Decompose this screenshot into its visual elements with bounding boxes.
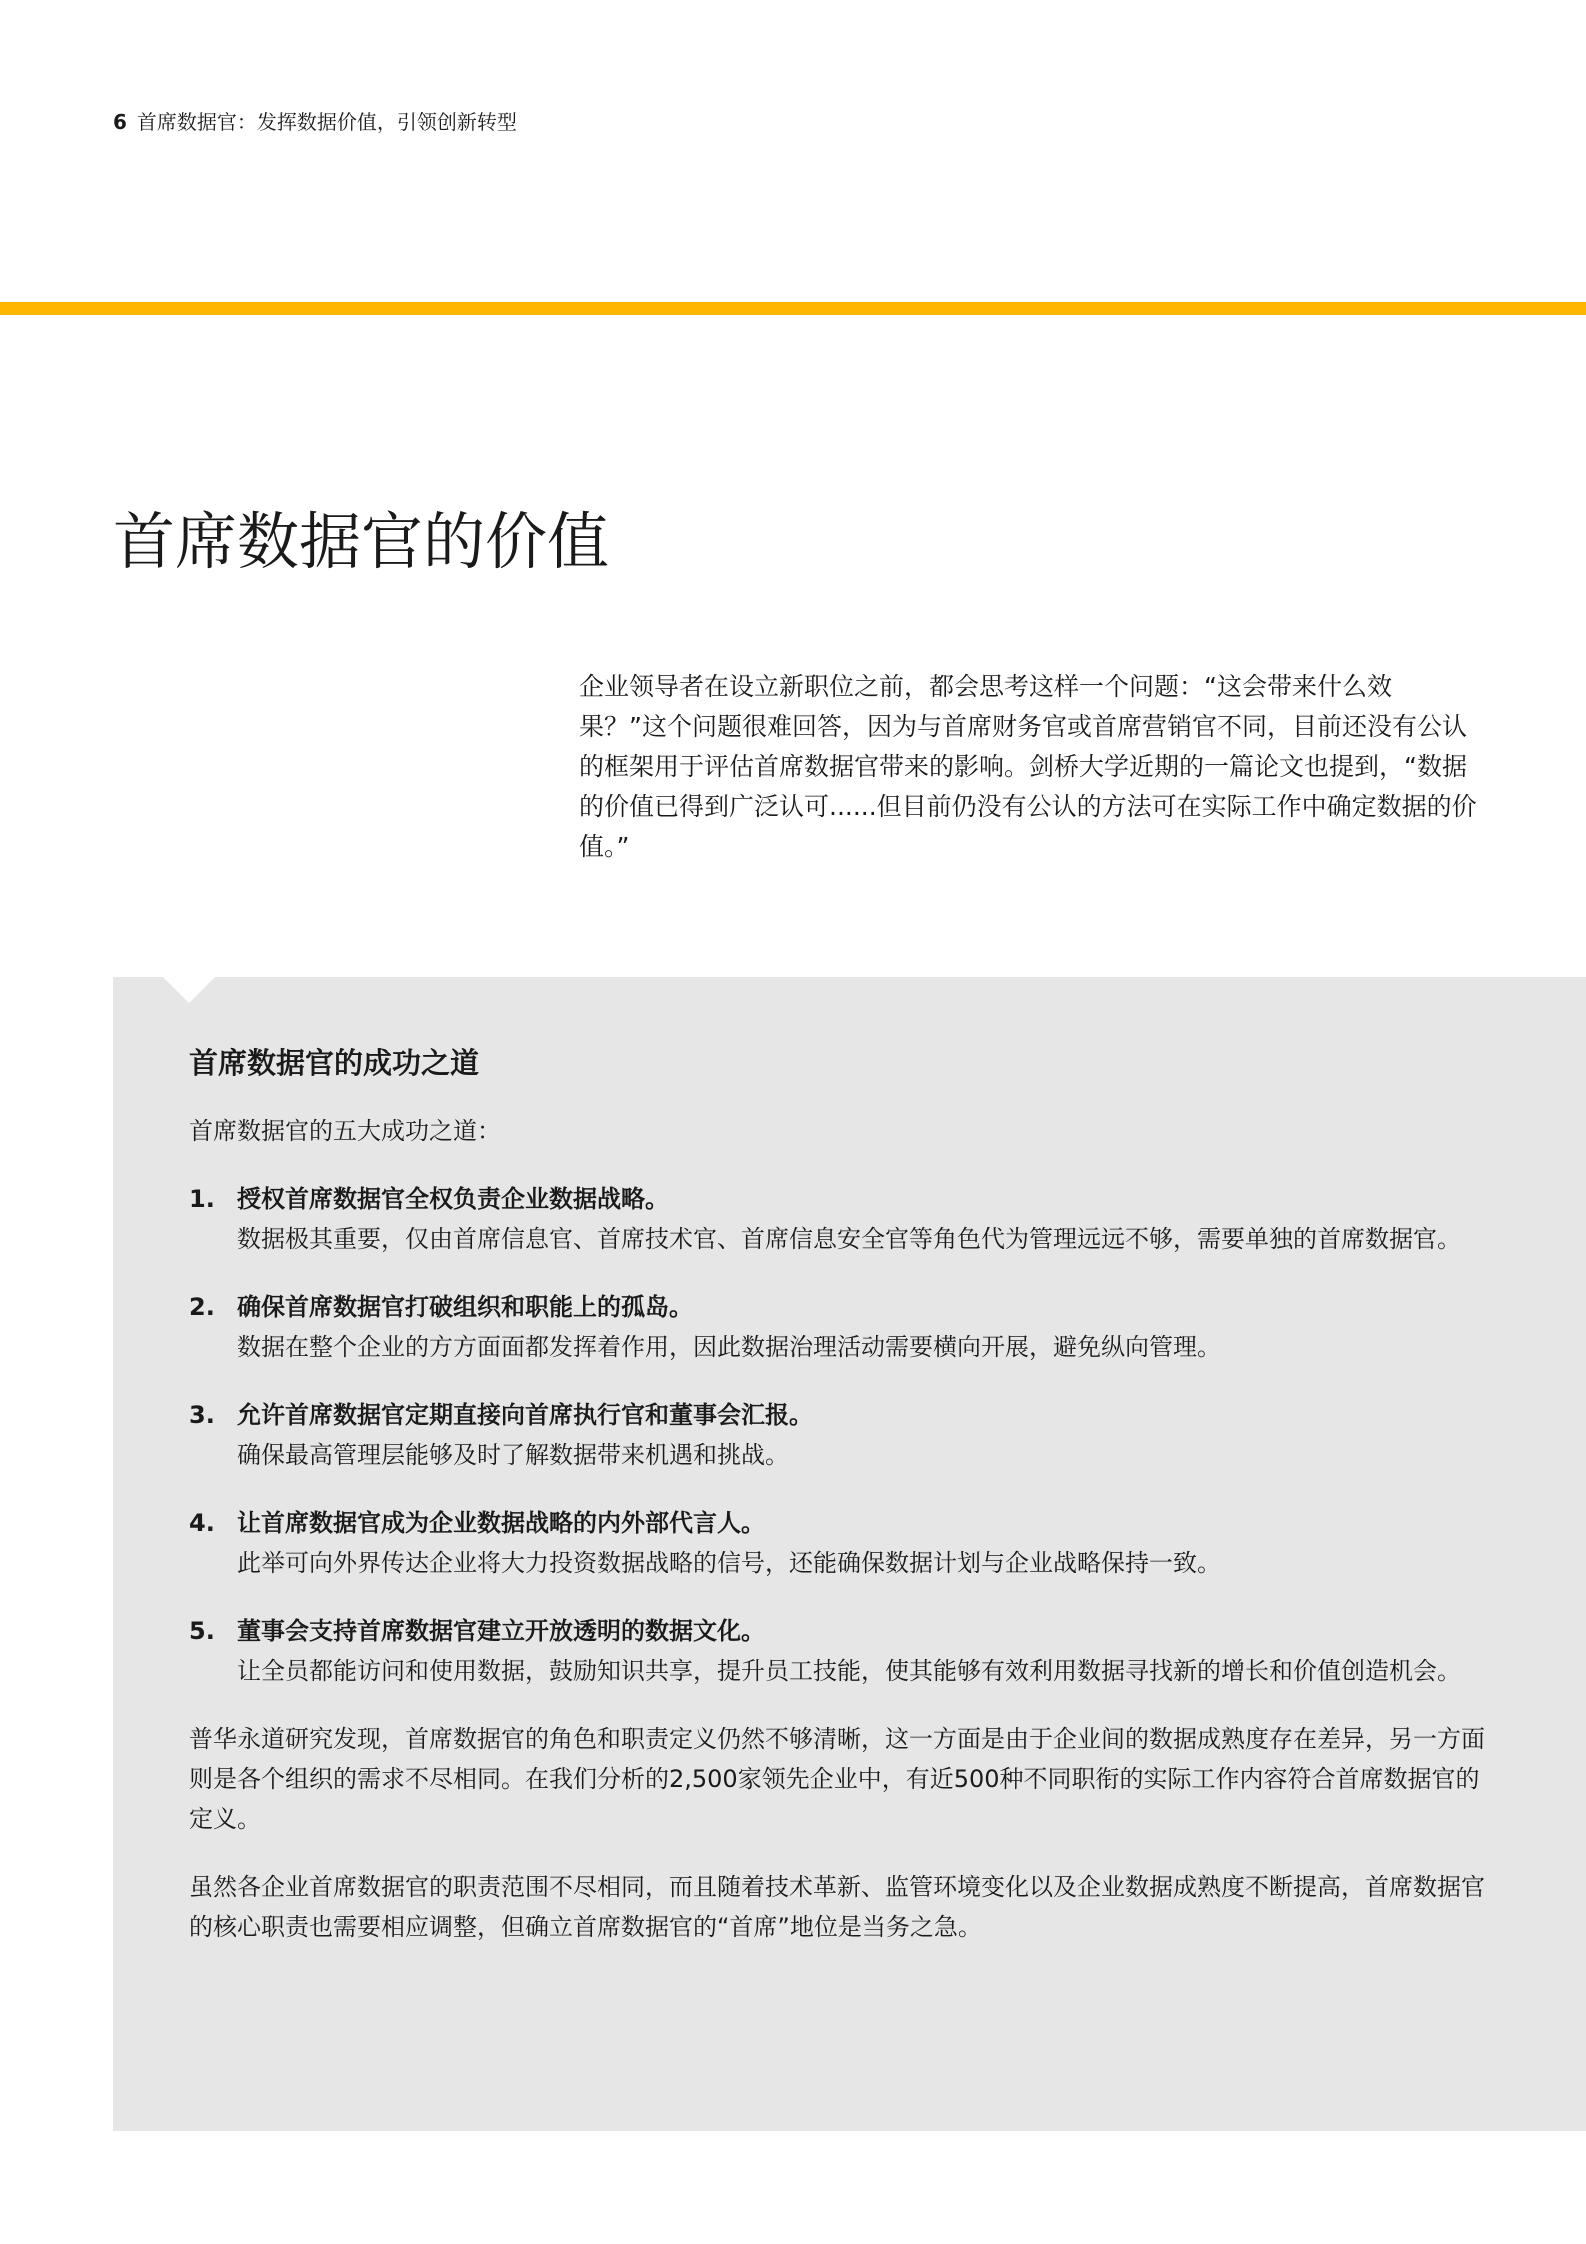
intro-paragraph: 企业领导者在设立新职位之前，都会思考这样一个问题：“这会带来什么效果？”这个问题很难回答，因为与首席财务官或首席营销官不同，目前还没有公认的框架用于评估首席数据官带来的影响。剑桥大学近期的一篇论文也提到，“数据的价值已得到广泛认可......但目前仍没有公认的方法可在实际工作中确定数据的价值。” [579, 672, 1477, 861]
list-item-title: 确保首席数据官打破组织和职能上的孤岛。 [237, 1293, 693, 1321]
list-item [189, 1611, 1489, 1691]
list-item-description: 数据极其重要，仅由首席信息官、首席技术官、首席信息安全官等角色代为管理远远不够，需要单独的首席数据官。 [237, 1225, 1461, 1253]
list-item [189, 1179, 1489, 1259]
list-item-description: 确保最高管理层能够及时了解数据带来机遇和挑战。 [237, 1441, 789, 1469]
list-item-title: 授权首席数据官全权负责企业数据战略。 [237, 1185, 669, 1213]
research-findings-paragraph: 普华永道研究发现，首席数据官的角色和职责定义仍然不够清晰，这一方面是由于企业间的数据成熟度存在差异，另一方面则是各个组织的需求不尽相同。在我们分析的2,500家领先企业中，有近500种不同职衔的实际工作内容符合首席数据官的定义。 [189, 1725, 1485, 1833]
accent-rule [0, 302, 1586, 315]
list-item-description: 让全员都能访问和使用数据，鼓励知识共享，提升员工技能，使其能够有效利用数据寻找新的增长和价值创造机会。 [237, 1657, 1461, 1685]
list-item-description: 此举可向外界传达企业将大力投资数据战略的信号，还能确保数据计划与企业战略保持一致。 [237, 1549, 1221, 1577]
running-header [113, 108, 517, 136]
list-item [189, 1395, 1489, 1475]
list-item-description: 数据在整个企业的方方面面都发挥着作用，因此数据治理活动需要横向开展，避免纵向管理。 [237, 1333, 1221, 1361]
conclusion-paragraph: 虽然各企业首席数据官的职责范围不尽相同，而且随着技术革新、监管环境变化以及企业数据成熟度不断提高，首席数据官的核心职责也需要相应调整，但确立首席数据官的“首席”地位是当务之急。 [189, 1873, 1485, 1941]
page-number: 6 [113, 110, 127, 134]
list-item-number: 5. [189, 1617, 215, 1645]
success-callout-box [113, 977, 1586, 2131]
list-item-number: 2. [189, 1293, 215, 1321]
callout-content [189, 1043, 1489, 1975]
callout-notch [163, 977, 215, 1003]
running-title: 首席数据官：发挥数据价值，引领创新转型 [136, 110, 517, 134]
list-item [189, 1503, 1489, 1583]
list-item-title: 让首席数据官成为企业数据战略的内外部代言人。 [237, 1509, 765, 1537]
list-item-number: 1. [189, 1185, 215, 1213]
list-item-title: 董事会支持首席数据官建立开放透明的数据文化。 [237, 1617, 765, 1645]
list-item-title: 允许首席数据官定期直接向首席执行官和董事会汇报。 [237, 1401, 813, 1429]
list-item-number: 4. [189, 1509, 215, 1537]
list-item-number: 3. [189, 1401, 215, 1429]
page-title: 首席数据官的价值 [113, 505, 610, 578]
callout-lead: 首席数据官的五大成功之道： [189, 1117, 501, 1145]
success-ways-list [189, 1179, 1489, 1691]
list-item [189, 1287, 1489, 1367]
callout-heading: 首席数据官的成功之道 [189, 1046, 480, 1080]
